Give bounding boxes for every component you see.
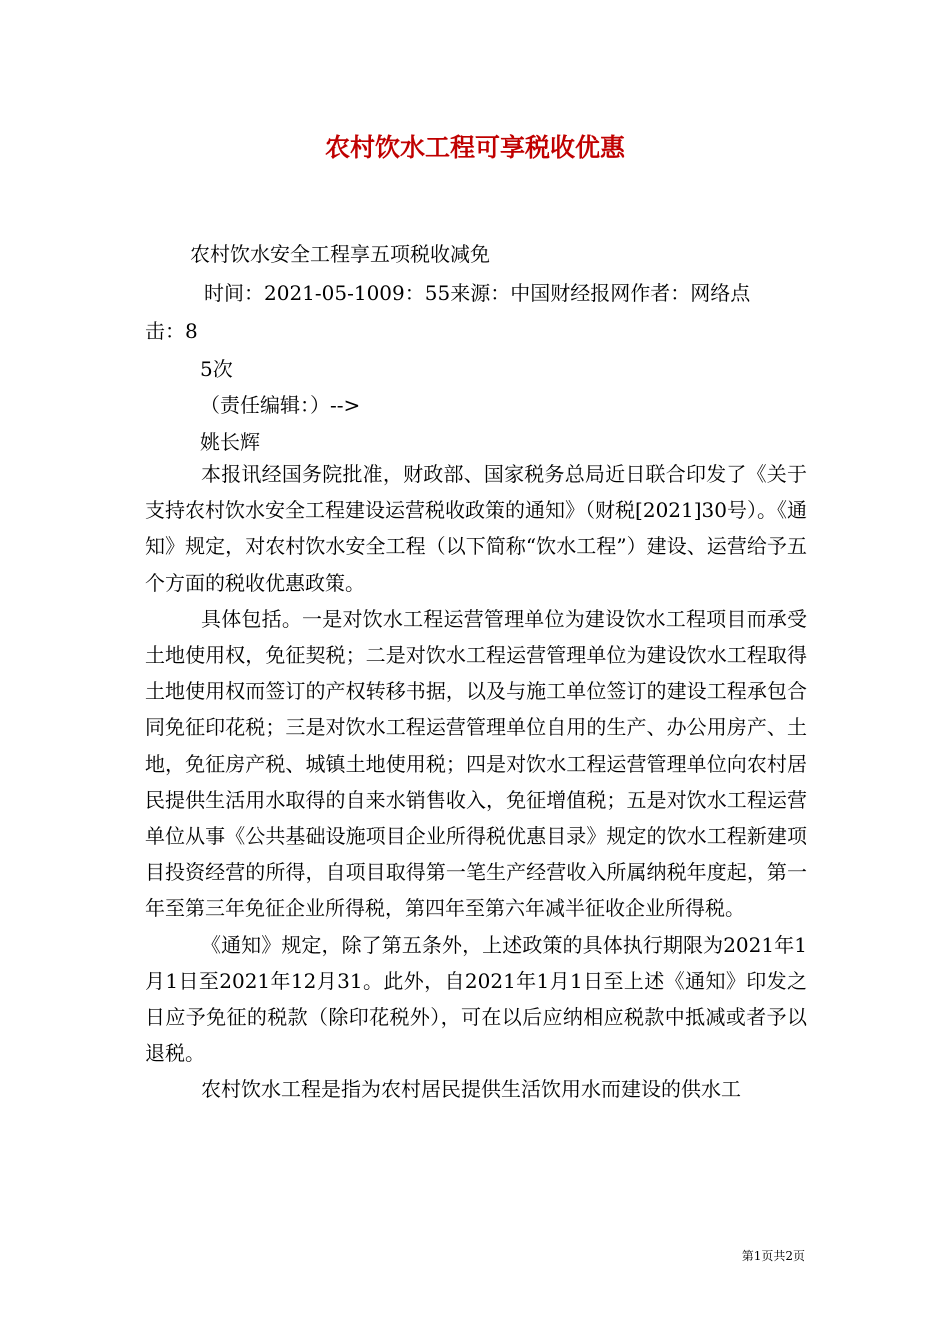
page-number: 第1页共2页: [741, 1249, 805, 1263]
meta-info-line2: 击：8: [145, 319, 198, 343]
paragraph-details: 具体包括。一是对饮水工程运营管理单位为建设饮水工程项目而承受土地使用权，免征契税；二是对饮水工程运营管理单位为建设饮水工程取得土地使用权而签订的产权转移书据，以及与施工单位签订的建设工程承包合同免征印花税；三是对饮水工程运营管理单位自用的生产、办公用房产、土地，免征房产税、城镇土地使用税；四是对饮水工程运营管理单位向农村居民提供生活用水取得的自来水销售收入，免征增值税；五是对饮水工程运营单位从事《公共基础设施项目企业所得税优惠目录》规定的饮水工程新建项目投资经营的所得，自项目取得第一笔生产经营收入所属纳税年度起，第一年至第三年免征企业所得税，第四年至第六年减半征收企业所得税。: [145, 606, 807, 921]
article-body: [145, 456, 807, 1108]
document-title: 农村饮水工程可享税收优惠: [324, 133, 625, 162]
paragraph-period: 《通知》规定，除了第五条外，上述政策的具体执行期限为2021年1月1日至2021年12月31。此外，自2021年1月1日至上述《通知》印发之日应予免征的税款（除印花税外），可在以后应纳相应税款中抵减或者予以退税。: [145, 932, 807, 1066]
meta-info-line1: 时间：2021-05-1009：55来源：中国财经报网作者：网络点: [204, 281, 751, 305]
meta-count: 5次: [200, 357, 233, 381]
meta-editor: （责任编辑：）-->: [200, 393, 361, 417]
subtitle: 农村饮水安全工程享五项税收减免: [190, 242, 490, 266]
paragraph-definition: 农村饮水工程是指为农村居民提供生活饮用水而建设的供水工: [201, 1077, 741, 1102]
author: 姚长辉: [200, 430, 260, 454]
paragraph-intro: 本报讯经国务院批准，财政部、国家税务总局近日联合印发了《关于支持农村饮水安全工程建设运营税收政策的通知》（财税[2021]30号）。《通知》规定，对农村饮水安全工程（以下简称“饮水工程”）建设、运营给予五个方面的税收优惠政策。: [145, 462, 807, 595]
